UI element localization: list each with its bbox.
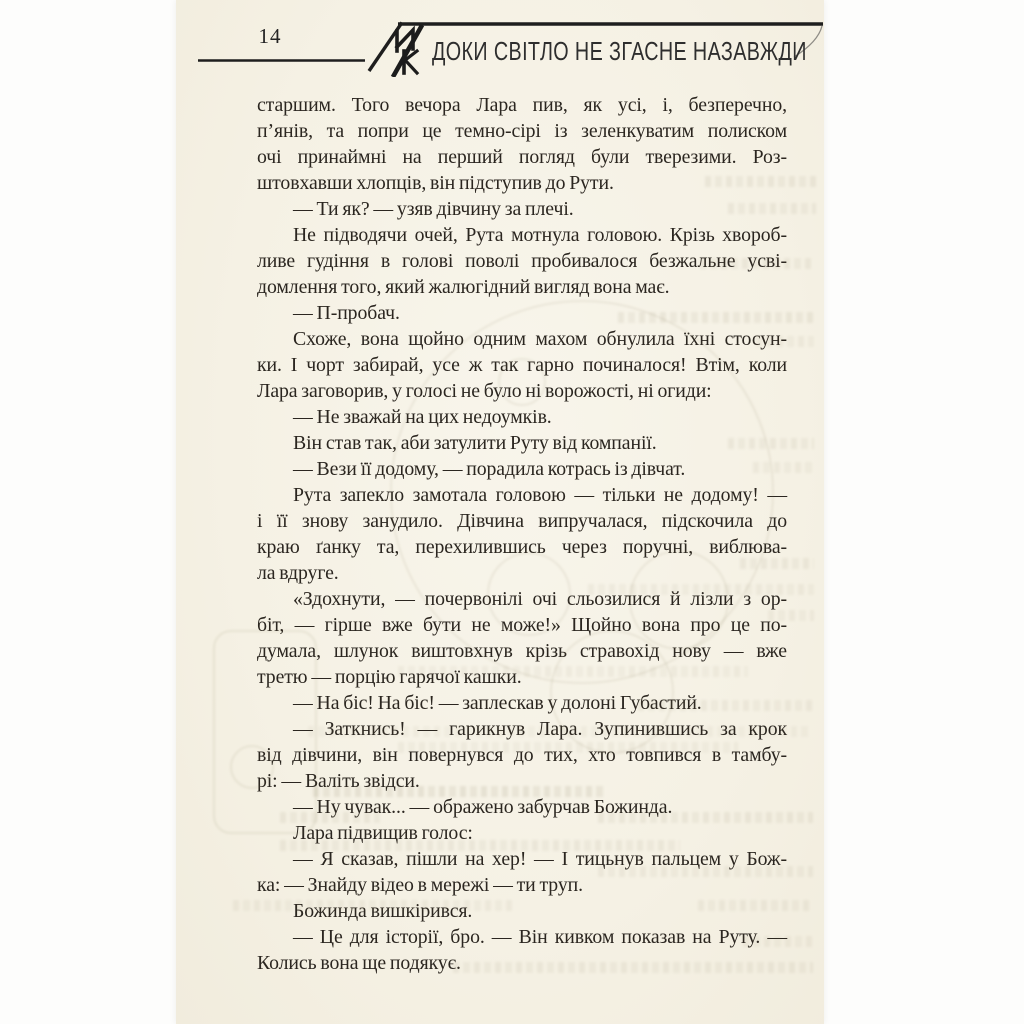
paragraph [257, 586, 787, 690]
text-line: думала, шлунок виштовхнув крізь стравохід нову — вже [257, 640, 787, 662]
text-line: старшим. Того вечора Лара пив, як усі, і, безперечно, [257, 94, 787, 116]
text-line: краю ґанку та, перехилившись через поручні, виблюва- [257, 536, 787, 558]
text-line: Лара заговорив, у голосі не було ні ворожості, ні огиди: [257, 380, 712, 402]
text-line: п’янів, та попри це темно-сірі із зеленкуватим полиском [257, 120, 787, 142]
text-line: Колись вона ще подякує. [257, 952, 461, 974]
text-line: Він став так, аби затулити Руту від компанії. [293, 432, 657, 454]
text-line: ка: — Знайду відео в мережі — ти труп. [257, 874, 583, 896]
text-line: — Вези її додому, — порадила котрась із дівчат. [293, 458, 686, 480]
paragraph [257, 456, 787, 482]
paragraph [257, 300, 787, 326]
text-line: — П-пробач. [293, 302, 400, 324]
text-line: — На біс! На біс! — заплескав у долоні Губастий. [293, 692, 702, 714]
text-line: — Я сказав, пішли на хер! — І тицьнув пальцем у Бож- [293, 848, 787, 870]
text-line: Лара підвищив голос: [293, 822, 473, 844]
text-line: — Заткнись! — гарикнув Лара. Зупинившись за крок [293, 718, 787, 740]
paragraph [257, 482, 787, 586]
text-line: — Ну чувак... — ображено забурчав Божинда. [293, 796, 673, 818]
text-line: — Це для історії, бро. — Він кивком показав на Руту. — [293, 926, 787, 948]
paragraph [257, 222, 787, 300]
paragraph [257, 404, 787, 430]
page-number: 14 [258, 24, 282, 48]
paragraph [257, 794, 787, 820]
text-line: рі: — Валіть звідси. [257, 770, 420, 792]
text-line: — Не зважай на цих недоумків. [293, 406, 552, 428]
paragraph [257, 430, 787, 456]
paragraph [257, 716, 787, 794]
text-line: ла вдруге. [257, 562, 339, 584]
text-line: штовхавши хлопців, він підступив до Рути. [257, 172, 614, 194]
paragraph [257, 326, 787, 404]
paragraph [257, 924, 787, 976]
text-line: домлення того, який жалюгідний вигляд вона має. [257, 276, 670, 298]
text-line: і її знову занудило. Дівчина випручалася, підскочила до [257, 510, 787, 532]
paragraph [257, 820, 787, 846]
paragraph [257, 92, 787, 196]
paragraph [257, 196, 787, 222]
paragraph [257, 690, 787, 716]
text-line: ки. І чорт забирай, усе ж так гарно починалося! Втім, коли [257, 354, 787, 376]
book-page [176, 0, 824, 1024]
publisher-monogram-icon [387, 25, 427, 77]
text-line: Не підводячи очей, Рута мотнула головою. Крізь хвороб- [293, 224, 787, 246]
text-line: Рута запекло замотала головою — тільки не додому! — [293, 484, 787, 506]
text-line: Схоже, вона щойно одним махом обнулила їхні стосун- [293, 328, 787, 350]
running-title: ДОКИ СВІТЛО НЕ ЗГАСНЕ НАЗАВЖДИ [432, 36, 807, 66]
paragraph [257, 846, 787, 898]
text-line: «Здохнути, — почервонілі очі сльозилися й лізли з ор- [293, 588, 787, 610]
text-line: від дівчини, він повернувся до тих, хто товпився в тамбу- [257, 744, 787, 766]
page-body [257, 92, 787, 976]
paragraph [257, 898, 787, 924]
text-line: ливе гудіння в голові поволі пробивалося безжальне усві- [257, 250, 787, 272]
text-line: біт, — гірше вже бути не може!» Щойно вона про це по- [257, 614, 787, 636]
text-line: третю — порцію гарячої кашки. [257, 666, 522, 688]
text-line: очі принаймні на перший погляд були тверезими. Роз- [257, 146, 787, 168]
text-line: — Ти як? — узяв дівчину за плечі. [293, 198, 574, 220]
text-line: Божинда вишкірився. [293, 900, 473, 922]
